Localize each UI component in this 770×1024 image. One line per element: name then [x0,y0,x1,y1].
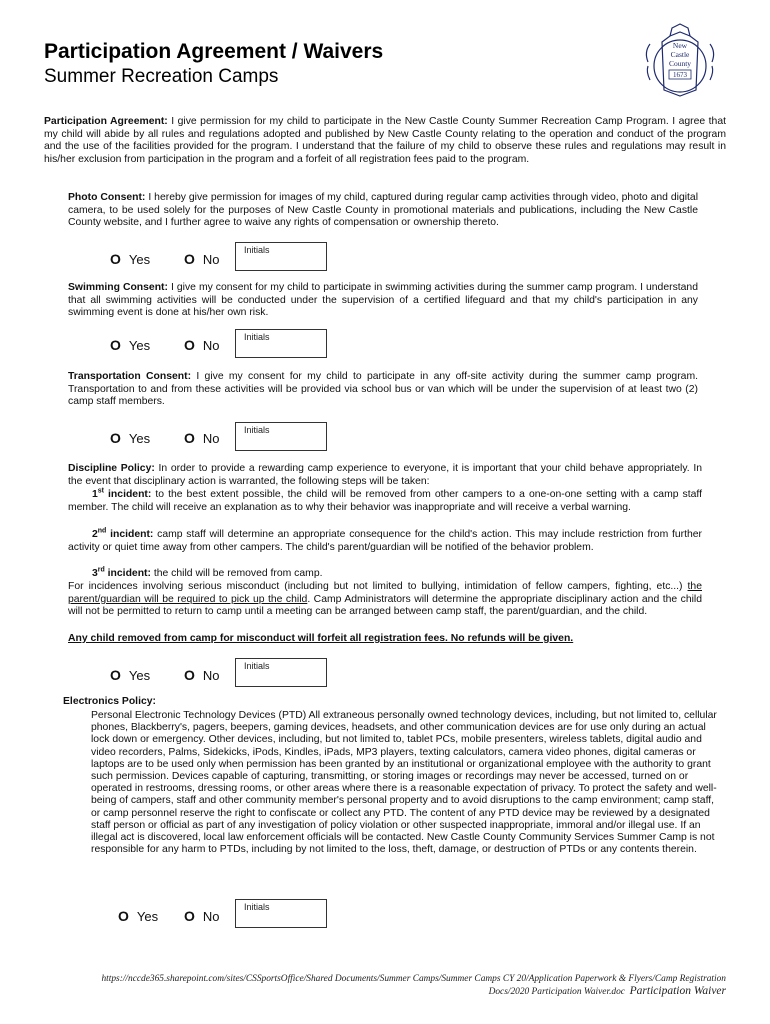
swimming-consent [68,282,698,320]
first-lead: incident: [104,489,152,500]
radio-o-icon: O [184,251,195,267]
discipline-no-option[interactable] [184,667,220,683]
transportation-yes-option[interactable] [110,430,150,446]
radio-o-icon: O [110,667,121,683]
second-lead: incident: [106,529,154,540]
radio-o-icon: O [110,251,121,267]
swimming-yes-option[interactable] [110,337,150,353]
radio-o-icon: O [118,908,129,924]
third-sup: rd [97,566,105,574]
electronics-lead: Electronics Policy: [63,696,156,707]
forfeit-text: Any child removed from camp for misconduct will forfeit all registration fees. No refunds will be given. [68,633,574,644]
page-subtitle: Summer Recreation Camps [44,66,279,87]
footer-path-line-1: https://nccde365.sharepoint.com/sites/CSSportsOffice/Shared Documents/Summer Camps/Summer Camps CY 20/Application Paperwork & Flyers/Camp Registration [101,974,726,984]
participation-text: I give permission for my child to participate in the New Castle County Summer Recreation Camp Program. I agree that my child will abide by all rules and regulations adopted and published by New Castle County relating to the operation and conduct of the program and the use of the facilities provided for the program. I understand that the failure of my child to observe these rules and regulations may result in his/her exclusion from participation in the program and a forfeit of all registration fees paid to the program. [44,116,726,165]
no-label: No [202,430,220,446]
footer-path-line-2: Docs/2020 Participation Waiver.doc [488,987,625,997]
swimming-lead: Swimming Consent: [68,282,168,293]
first-sup: st [97,487,105,495]
discipline-policy [68,463,702,488]
radio-o-icon: O [110,430,121,446]
radio-o-icon: O [184,430,195,446]
page-footer [46,973,726,998]
swimming-text: I give my consent for my child to participate in swimming activities during the summer camp program. I understand that all swimming activities will be conducted under the supervision of a certified lifeguard and that my child's participation in any swimming event is done at his/her own risk. [68,282,698,319]
yes-label: Yes [128,251,151,267]
yes-label: Yes [136,908,159,924]
radio-o-icon: O [184,337,195,353]
no-label: No [202,667,220,683]
transportation-initials-box[interactable] [235,422,327,451]
discipline-yes-option[interactable] [110,667,150,683]
participation-lead: Participation Agreement: [44,116,168,127]
first-text: to the best extent possible, the child will be removed from other campers to a one-on-one setting with a camp staff member. The child will receive an explanation as to why their behavior was inappropriate and will receive a verbal warning. [68,489,702,513]
initials-label: Initials [244,661,270,671]
second-sup: nd [97,527,107,535]
serious-misconduct [68,581,702,619]
photo-text: I hereby give permission for images of my child, captured during regular camp activities through video, photo and digital camera, to be used solely for the purposes of New Castle County in promotional materials and publications, including the New Castle County website, and I further agree to waive any rights of compensation or ownership thereto. [68,192,699,229]
seal-line-4: 1673 [673,71,687,79]
radio-o-icon: O [184,908,195,924]
no-label: No [202,908,220,924]
second-num: 2 [92,529,98,540]
initials-label: Initials [244,425,270,435]
transportation-no-option[interactable] [184,430,220,446]
electronics-yes-option[interactable] [118,908,158,924]
no-label: No [202,251,220,267]
swimming-no-option[interactable] [184,337,220,353]
electronics-policy [91,710,721,856]
initials-label: Initials [244,902,270,912]
discipline-text: In order to provide a rewarding camp experience to everyone, it is important that your child behave appropriately. In the event that disciplinary action is warranted, the following steps will be taken: [68,463,702,487]
photo-yes-option[interactable] [110,251,150,267]
footer-label: Participation Waiver [629,985,726,997]
radio-o-icon: O [184,667,195,683]
discipline-lead: Discipline Policy: [68,463,155,474]
third-text: the child will be removed from camp. [150,568,323,579]
yes-label: Yes [128,430,151,446]
electronics-initials-box[interactable] [235,899,327,928]
page-title: Participation Agreement / Waivers [44,40,384,63]
electronics-no-option[interactable] [184,908,220,924]
county-seal-logo [640,22,720,102]
participation-agreement [44,116,726,166]
yes-label: Yes [128,667,151,683]
first-incident [68,489,702,514]
serious-underlined: the parent/guardian will be required to pick up the child [68,581,702,605]
serious-text-b: . Camp Administrators will determine the appropriate disciplinary action and the child will not be permitted to return to camp until a meeting can be arranged between camp staff, the parent/guardian, and the child. [68,593,703,618]
initials-label: Initials [244,245,270,255]
serious-text-a: For incidences involving serious misconduct (including but not limited to bullying, intimidation of fellow campers, fighting, etc...) [68,581,688,592]
photo-initials-box[interactable] [235,242,327,271]
photo-consent [68,192,698,230]
forfeit-notice [68,633,702,646]
radio-o-icon: O [110,337,121,353]
second-text: camp staff will determine an appropriate consequence for the child's action. This may include restriction from further activity or quiet time away from other campers. The child's parent/guardian will be notified of the behavior problem. [68,529,702,553]
first-num: 1 [92,489,98,500]
transportation-lead: Transportation Consent: [68,371,192,382]
photo-lead: Photo Consent: [68,192,146,203]
seal-line-2: Castle [670,50,690,59]
seal-line-3: County [668,59,692,68]
third-incident [68,568,702,581]
initials-label: Initials [244,332,270,342]
second-incident [68,529,702,554]
discipline-initials-box[interactable] [235,658,327,687]
no-label: No [202,337,220,353]
swimming-initials-box[interactable] [235,329,327,358]
seal-line-1: New [672,41,688,50]
third-num: 3 [92,568,98,579]
electronics-text: Personal Electronic Technology Devices (PTD) All extraneous personally owned technology devices, including, but not limited to, cellular phones, Blackberry's, pagers, beepers, gaming devices, headsets, and other communication devices are for use only during an actual lock down or emergency. Other devices, including, but not limited to, tablet PCs, mobile presenters, wireless tablets, digital audio and video recorders, Palms, Sidekicks, iPods, Kindles, iPads, MP3 players, texting calculators, camera video phones, digital cameras or laptops are to be used only when permission has been granted by an institutional or organizational employee with the authority to grant such permission. Devices capable of capturing, transmitting, or storing images or recordings may never be accessed, turned on or operated in restrooms, dressing rooms, or other areas where there is a reasonable expectation of privacy. To protect the safety and well-being of campers, staff and other community member's personal property and to avoid disruptions to the camp environment; camp staff, or camp personnel reserve the right to confiscate or collect any PTD. The content of any PTD device may be reviewed by a designated staff person or official as part of any investigation of policy violation or other suspected inappropriate, immoral and/or illegal use. If an illegal act is discovered, local law enforcement officials will be contacted. New Castle County Community Services Summer Camp is not responsible for any harm to PTDs, including by not limited to the loss, theft, damage, or destruction of PTDs or any contents therein. [91,710,717,856]
electronics-heading [63,696,703,709]
transportation-text: I give my consent for my child to participate in any off-site activity during the summer camp program. Transportation to and from these activities will be provided via school bus or van which will be under the supervision of at least two (2) camp staff members. [68,371,698,408]
photo-no-option[interactable] [184,251,220,267]
transportation-consent [68,371,698,409]
third-lead: incident: [104,568,151,579]
yes-label: Yes [128,337,151,353]
